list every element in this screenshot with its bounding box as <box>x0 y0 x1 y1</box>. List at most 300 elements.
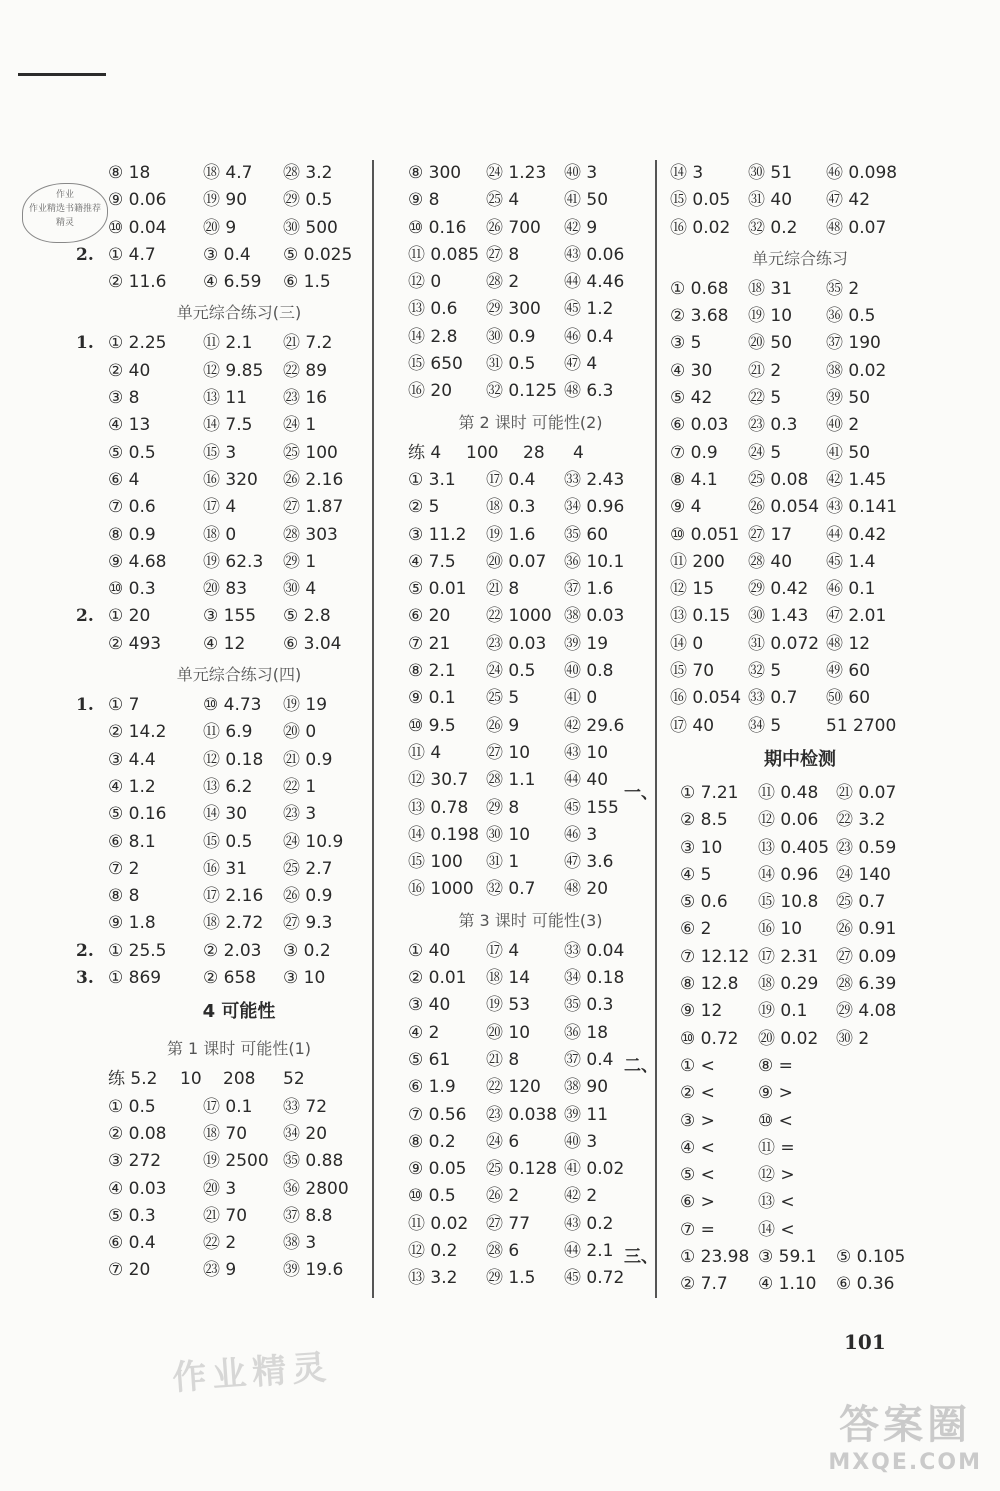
answer-row <box>408 713 653 740</box>
answer-cell: ⑮ 0.5 <box>203 831 253 852</box>
answer-row <box>670 276 930 303</box>
answer-cell: ㉑ 70 <box>203 1205 248 1226</box>
answer-cell: ⑲ 53 <box>486 995 531 1016</box>
answer-cell: ㊲ 0.4 <box>564 1049 614 1070</box>
answer-cell: ⑲ 19 <box>283 695 328 716</box>
answer-cell: ⑫ 0.06 <box>758 810 819 831</box>
question-number: 3. <box>76 968 94 989</box>
answer-cell: ⑳ 0.02 <box>758 1028 819 1049</box>
answer-cell: ㉟ 2 <box>826 278 860 299</box>
answer-cell: ⑯ 320 <box>203 469 258 490</box>
answer-row <box>408 160 653 187</box>
answer-cell: ① 0.5 <box>108 1096 156 1117</box>
answer-cell: 练 5.2 <box>108 1069 158 1090</box>
answer-cell: ⑨ 4 <box>670 497 702 518</box>
answer-row <box>108 1257 370 1284</box>
answer-row <box>108 1094 370 1121</box>
answer-cell: ㉒ 1000 <box>486 606 552 627</box>
answer-row <box>670 1026 930 1053</box>
answer-row <box>108 494 370 521</box>
answer-cell: ㊷ 29.6 <box>564 715 625 736</box>
answer-column-2 <box>408 160 653 1293</box>
answer-cell: 52 <box>283 1069 305 1090</box>
answer-row <box>408 1265 653 1292</box>
question-number: 2. <box>76 940 94 961</box>
answer-cell: ⑲ 90 <box>203 190 248 211</box>
answer-cell: ⑳ 50 <box>748 333 793 354</box>
answer-cell: ⑳ 9 <box>203 217 237 238</box>
answer-cell: ① 4.7 <box>108 244 156 265</box>
answer-row <box>670 467 930 494</box>
answer-cell: ⑦ 0.6 <box>108 497 156 518</box>
section-heading: 单元综合练习(四) <box>176 665 302 685</box>
answer-cell: ⑪ 4 <box>408 742 442 763</box>
answer-cell: ㉗ 77 <box>486 1213 531 1234</box>
answer-column-3 <box>624 160 930 1299</box>
answer-cell: ㉞ 5 <box>748 715 782 736</box>
answer-cell: ㊷ 2 <box>564 1186 598 1207</box>
answer-cell: ㉘ 3.2 <box>283 163 333 183</box>
answer-cell: ⑤ 0.6 <box>680 892 728 913</box>
answer-cell: ㉚ 4 <box>283 579 317 600</box>
answer-cell: ⑦ 12.12 <box>680 946 750 967</box>
answer-cell: ㉘ 303 <box>283 524 338 545</box>
answer-row <box>408 1156 653 1183</box>
answer-cell: ⑦ 2 <box>108 858 140 879</box>
answer-cell: ㉙ 1.5 <box>486 1268 536 1289</box>
answer-cell: ㉜ 0.7 <box>486 879 536 900</box>
answer-cell: ㊳ 3 <box>283 1233 317 1254</box>
answer-row <box>108 160 370 187</box>
answer-cell: ⑯ 0.02 <box>670 217 731 238</box>
answer-row <box>408 494 653 521</box>
answer-cell: ⑳ 3 <box>203 1178 237 1199</box>
answer-row <box>670 522 930 549</box>
answer-cell: ③ > <box>680 1110 715 1131</box>
answer-row <box>624 1244 930 1271</box>
answer-cell: ⑱ 4.7 <box>203 163 253 183</box>
answer-cell: ⑩ 0.04 <box>108 217 167 238</box>
answer-cell: ㉓ 0.038 <box>486 1104 558 1125</box>
question-number: 2. <box>76 244 94 265</box>
answer-cell: ㊹ 0.42 <box>826 524 887 545</box>
answer-row <box>408 378 653 405</box>
answer-cell: ⑳ 10 <box>486 1022 531 1043</box>
answer-cell: ① 23.98 <box>680 1246 750 1267</box>
answer-cell: ① 3.1 <box>408 469 456 490</box>
answer-cell: ㊺ 1.4 <box>826 551 876 572</box>
answer-cell: ⑤ 0.01 <box>408 579 467 600</box>
answer-cell: ㉒ 89 <box>283 360 328 381</box>
answer-cell: ② 493 <box>108 633 162 654</box>
answer-cell: ㉑ 0.07 <box>836 782 897 803</box>
answer-cell: ⑰ 2.31 <box>758 946 819 967</box>
answer-cell: ④ 2 <box>408 1022 440 1043</box>
answer-cell: ㊼ 3.6 <box>564 852 614 873</box>
answer-cell: ⑭ 0.96 <box>758 864 819 885</box>
answer-row <box>408 740 653 767</box>
answer-cell: ⑫ > <box>758 1165 795 1186</box>
answer-cell: ㉘ 40 <box>748 551 793 572</box>
answer-row <box>76 242 370 269</box>
answer-row <box>76 938 370 965</box>
answer-cell: ㉗ 0.09 <box>836 946 897 967</box>
answer-cell: ㉖ 0.9 <box>283 886 333 907</box>
answer-cell: ㊽ 12 <box>826 633 871 654</box>
answer-cell: ③ 272 <box>108 1151 162 1172</box>
answer-cell: ⑭ 2.8 <box>408 326 458 347</box>
answer-row <box>408 767 653 794</box>
answer-row <box>108 522 370 549</box>
answer-cell: ㉕ 5 <box>486 688 520 709</box>
answer-cell: ㉞ 0.96 <box>564 497 625 518</box>
answer-row <box>408 549 653 576</box>
answer-row <box>108 269 370 296</box>
answer-cell: ㉖ 0.054 <box>748 497 820 518</box>
answer-cell: ⑫ 0 <box>408 272 442 293</box>
answer-row <box>408 965 653 992</box>
answer-cell: ⑨ 0.06 <box>108 190 167 211</box>
answer-cell: ④ 5 <box>680 864 712 885</box>
answer-cell: ⑬ 0.78 <box>408 797 469 818</box>
answer-cell: ⑫ 30.7 <box>408 770 469 791</box>
answer-row <box>670 330 930 357</box>
answer-cell: ② 8.5 <box>680 810 728 831</box>
answer-cell: ⑤ 0.105 <box>836 1246 906 1267</box>
answer-cell: ⑪ = <box>758 1137 795 1158</box>
answer-cell: ㊳ 90 <box>564 1077 609 1098</box>
answer-cell: ⑳ 83 <box>203 579 248 600</box>
page-number: 101 <box>844 1330 886 1354</box>
answer-row <box>670 549 930 576</box>
answer-cell: ⑯ 31 <box>203 858 248 879</box>
answer-cell: ⑰ 4 <box>203 497 237 518</box>
answer-cell: ㉔ 5 <box>748 442 782 463</box>
answer-cell: ㉟ 60 <box>564 524 609 545</box>
answer-cell: ㉙ 8 <box>486 797 520 818</box>
answer-row <box>670 631 930 658</box>
answer-cell: ㊻ 0.4 <box>564 326 614 347</box>
watermark: 作业精灵 <box>171 1347 334 1399</box>
answer-cell: ⑰ 0.1 <box>203 1096 253 1117</box>
answer-cell: ⑧ 18 <box>108 163 151 183</box>
answer-cell: ㉚ 500 <box>283 217 338 238</box>
answer-cell: ㊴ 50 <box>826 388 871 409</box>
seal-stamp <box>22 183 108 243</box>
answer-cell: ㊱ 10.1 <box>564 551 625 572</box>
answer-cell: ③ 59.1 <box>758 1246 817 1267</box>
answer-cell: ㉗ 1.87 <box>283 497 344 518</box>
answer-cell: ⑤ 2.8 <box>283 606 331 627</box>
answer-cell: ⑪ 0.085 <box>408 244 480 265</box>
answer-cell: ② 14.2 <box>108 722 167 743</box>
answer-cell: ⑨ > <box>758 1083 793 1104</box>
answer-cell: 51 2700 <box>826 715 897 736</box>
answer-cell: ⑮ 650 <box>408 354 463 375</box>
answer-cell: ⑲ 62.3 <box>203 551 264 572</box>
answer-cell: ㉔ 1 <box>283 415 317 436</box>
answer-row <box>408 324 653 351</box>
answer-cell: ⑯ 1000 <box>408 879 474 900</box>
answer-cell: ⑧ 0.2 <box>408 1131 456 1152</box>
answer-cell: ㊴ 19.6 <box>283 1260 344 1281</box>
answer-row <box>670 971 930 998</box>
answer-cell: ㊶ 0.02 <box>564 1159 625 1180</box>
answer-cell: ② 0.08 <box>108 1123 167 1144</box>
answer-cell: ⑦ = <box>680 1219 715 1240</box>
answer-cell: ⑧ 0.9 <box>108 524 156 545</box>
answer-cell: ㉙ 300 <box>486 299 541 320</box>
answer-cell: ③ 4.4 <box>108 749 156 770</box>
answer-row <box>408 658 653 685</box>
answer-cell: ㊺ 1.2 <box>564 299 614 320</box>
answer-cell: ㉗ 17 <box>748 524 793 545</box>
answer-cell: 4 <box>573 442 584 463</box>
answer-row <box>408 440 653 467</box>
answer-cell: ㊵ 2 <box>826 415 860 436</box>
answer-cell: ⑦ 20 <box>108 1260 151 1281</box>
answer-cell: ⑫ 0.2 <box>408 1240 458 1261</box>
answer-cell: ㉟ 0.3 <box>564 995 614 1016</box>
answer-cell: ② 11.6 <box>108 272 167 293</box>
answer-cell: ⑱ 31 <box>748 278 793 299</box>
answer-cell: ㉓ 0.03 <box>486 633 547 654</box>
answer-cell: ㉕ 2.7 <box>283 858 333 879</box>
answer-cell: ㉙ 0.5 <box>283 190 333 211</box>
answer-row <box>670 889 930 916</box>
answer-cell: ⑰ 0.4 <box>486 469 536 490</box>
answer-row <box>670 1162 930 1189</box>
answer-cell: ⑤ 0.5 <box>108 442 156 463</box>
answer-cell: ⑮ 100 <box>408 852 463 873</box>
answer-row <box>408 187 653 214</box>
answer-row <box>108 883 370 910</box>
answer-cell: ㉞ 20 <box>283 1123 328 1144</box>
answer-cell: ㊼ 42 <box>826 190 871 211</box>
site-logo-line: MXQE.COM <box>828 1450 982 1475</box>
answer-cell: ㉝ 2.43 <box>564 469 625 490</box>
answer-cell: ⑨ 1.8 <box>108 913 156 934</box>
answer-cell: ⑱ 0.3 <box>486 497 536 518</box>
answer-cell: ⑭ 7.5 <box>203 415 253 436</box>
answer-row <box>408 992 653 1019</box>
answer-cell: ① 25.5 <box>108 940 167 961</box>
answer-cell: ㉖ 0.91 <box>836 919 897 940</box>
answer-cell: ㊽ 20 <box>564 879 609 900</box>
answer-cell: ⑨ 8 <box>408 190 440 211</box>
section-heading: 第 1 课时 可能性(1) <box>166 1039 312 1059</box>
answer-cell: ⑥ 20 <box>408 606 451 627</box>
answer-cell: ㉜ 0.2 <box>748 217 798 238</box>
answer-cell: ② 0.01 <box>408 968 467 989</box>
answer-row <box>408 269 653 296</box>
answer-cell: ㉙ 4.08 <box>836 1001 897 1022</box>
answer-cell: ⑪ 0.48 <box>758 782 819 803</box>
answer-cell: ⑪ 0.02 <box>408 1213 469 1234</box>
answer-cell: ⑮ 3 <box>203 442 237 463</box>
answer-cell: ㊺ 0.72 <box>564 1268 625 1289</box>
answer-cell: ⑧ 300 <box>408 163 462 183</box>
answer-row <box>108 385 370 412</box>
answer-row <box>108 440 370 467</box>
answer-cell: ⑫ 0.18 <box>203 749 264 770</box>
answer-cell: ㉙ 1 <box>283 551 317 572</box>
answer-cell: ⑤ 0.025 <box>283 244 353 265</box>
answer-row <box>408 1238 653 1265</box>
answer-cell: ㉗ 10 <box>486 742 531 763</box>
answer-cell: ④ 13 <box>108 415 151 436</box>
answer-cell: ⑤ 0.16 <box>108 804 167 825</box>
section-heading: 单元综合练习(三) <box>176 303 302 323</box>
answer-cell: ⑬ < <box>758 1192 795 1213</box>
answer-row <box>408 1211 653 1238</box>
answer-row <box>108 1176 370 1203</box>
answer-row <box>670 835 930 862</box>
answer-cell: ㊲ 1.6 <box>564 579 614 600</box>
answer-row <box>670 658 930 685</box>
answer-cell: ⑥ > <box>680 1192 715 1213</box>
question-number: 1. <box>76 333 94 354</box>
answer-cell: ㊴ 19 <box>564 633 609 654</box>
answer-cell: 10 <box>180 1069 202 1090</box>
answer-cell: ③ 8 <box>108 388 140 409</box>
answer-cell: ⑲ 10 <box>748 306 793 327</box>
answer-cell: ㉕ 4 <box>486 190 520 211</box>
site-logo <box>828 1393 982 1475</box>
answer-cell: ⑱ 70 <box>203 1123 248 1144</box>
answer-cell: ⑧ 4.1 <box>670 469 718 490</box>
answer-cell: ㉔ 1.23 <box>486 163 547 183</box>
answer-cell: ⑭ 0.198 <box>408 824 480 845</box>
answer-cell: ① 0.68 <box>670 278 729 299</box>
answer-cell: ⑩ 0.72 <box>680 1028 739 1049</box>
answer-row <box>670 358 930 385</box>
answer-row <box>408 467 653 494</box>
answer-cell: ⑥ 4 <box>108 469 140 490</box>
answer-row <box>408 876 653 903</box>
column-divider <box>372 160 374 1298</box>
answer-row <box>408 685 653 712</box>
answer-row <box>670 685 930 712</box>
answer-cell: ⑬ 6.2 <box>203 776 253 797</box>
answer-row <box>108 829 370 856</box>
answer-cell: ㊹ 40 <box>564 770 609 791</box>
answer-row <box>670 1217 930 1244</box>
answer-cell: ㉜ 0.125 <box>486 381 558 402</box>
answer-row <box>408 631 653 658</box>
answer-cell: ㉑ 7.2 <box>283 333 333 354</box>
answer-cell: ㊱ 18 <box>564 1022 609 1043</box>
answer-row <box>108 576 370 603</box>
answer-cell: ⑨ 0.05 <box>408 1159 467 1180</box>
answer-cell: ③ 10 <box>680 837 723 858</box>
answer-cell: ③ 40 <box>408 995 451 1016</box>
answer-cell: ⑧ 8 <box>108 886 140 907</box>
answer-cell: ㊽ 0.07 <box>826 217 887 238</box>
answer-cell: ㉔ 10.9 <box>283 831 344 852</box>
answer-row <box>408 938 653 965</box>
answer-cell: ㊲ 190 <box>826 333 881 354</box>
answer-cell: ⑤ < <box>680 1165 715 1186</box>
answer-row <box>108 774 370 801</box>
answer-cell: ㉛ 0.072 <box>748 633 820 654</box>
answer-cell: ② 5 <box>408 497 440 518</box>
answer-row <box>408 603 653 630</box>
answer-row <box>76 330 370 357</box>
answer-row <box>670 412 930 439</box>
answer-cell: ㊶ 50 <box>564 190 609 211</box>
answer-cell: ⑯ 20 <box>408 381 453 402</box>
answer-cell: ③ 11.2 <box>408 524 467 545</box>
answer-cell: ④ < <box>680 1137 715 1158</box>
answer-cell: ㉕ 0.128 <box>486 1159 558 1180</box>
question-number: 三、 <box>624 1246 658 1267</box>
answer-cell: ㉛ 0.5 <box>486 354 536 375</box>
answer-cell: ③ 155 <box>203 606 257 627</box>
answer-cell: ③ 0.2 <box>283 940 331 961</box>
answer-cell: ⑭ 0 <box>670 633 704 654</box>
section-heading: 期中检测 <box>764 748 836 770</box>
answer-row <box>108 412 370 439</box>
answer-cell: ③ 0.4 <box>203 244 251 265</box>
answer-cell: ⑱ 0 <box>203 524 237 545</box>
answer-cell: ㉛ 40 <box>748 190 793 211</box>
answer-cell: ㊼ 2.01 <box>826 606 887 627</box>
answer-cell: ㉑ 8 <box>486 1049 520 1070</box>
answer-row <box>108 910 370 937</box>
answer-cell: ① 869 <box>108 968 162 989</box>
answer-row <box>408 522 653 549</box>
answer-cell: ② 658 <box>203 968 257 989</box>
answer-cell: ㊳ 0.03 <box>564 606 625 627</box>
answer-cell: ⑳ 0 <box>283 722 317 743</box>
answer-cell: ㉝ 0.04 <box>564 940 625 961</box>
answer-cell: ④ 1.2 <box>108 776 156 797</box>
answer-cell: ㉝ 0.7 <box>748 688 798 709</box>
answer-cell: ㉞ 0.18 <box>564 968 625 989</box>
answer-cell: ③ 5 <box>670 333 702 354</box>
answer-cell: ② < <box>680 1083 715 1104</box>
answer-row <box>108 1230 370 1257</box>
answer-cell: ⑮ 10.8 <box>758 892 819 913</box>
answer-cell: ⑧ = <box>758 1055 793 1076</box>
answer-cell: ⑥ 3.04 <box>283 633 342 654</box>
answer-cell: ㊻ 3 <box>564 824 598 845</box>
answer-cell: ㊿ 60 <box>826 688 871 709</box>
answer-cell: ㉗ 9.3 <box>283 913 333 934</box>
answer-cell: ⑮ 0.05 <box>670 190 731 211</box>
answer-row <box>408 1183 653 1210</box>
answer-cell: ㊺ 155 <box>564 797 619 818</box>
answer-cell: ① 2.25 <box>108 333 167 354</box>
answer-cell: ㉚ 51 <box>748 163 793 183</box>
answer-cell: ⑯ 0.054 <box>670 688 742 709</box>
answer-cell: ⑩ < <box>758 1110 793 1131</box>
answer-cell: ㉖ 9 <box>486 715 520 736</box>
answer-cell: ⑥ 2 <box>680 919 712 940</box>
answer-cell: ㊷ 9 <box>564 217 598 238</box>
answer-row <box>670 303 930 330</box>
answer-cell: ㊹ 4.46 <box>564 272 625 293</box>
stamp-line: 作业 <box>55 190 74 200</box>
answer-row <box>670 385 930 412</box>
answer-row <box>670 187 930 214</box>
answer-cell: ㉘ 6 <box>486 1240 520 1261</box>
answer-row <box>108 747 370 774</box>
answer-cell: ⑦ 0.9 <box>670 442 718 463</box>
answer-cell: ㉓ 0.3 <box>748 415 798 436</box>
answer-cell: ㉒ 120 <box>486 1077 541 1098</box>
